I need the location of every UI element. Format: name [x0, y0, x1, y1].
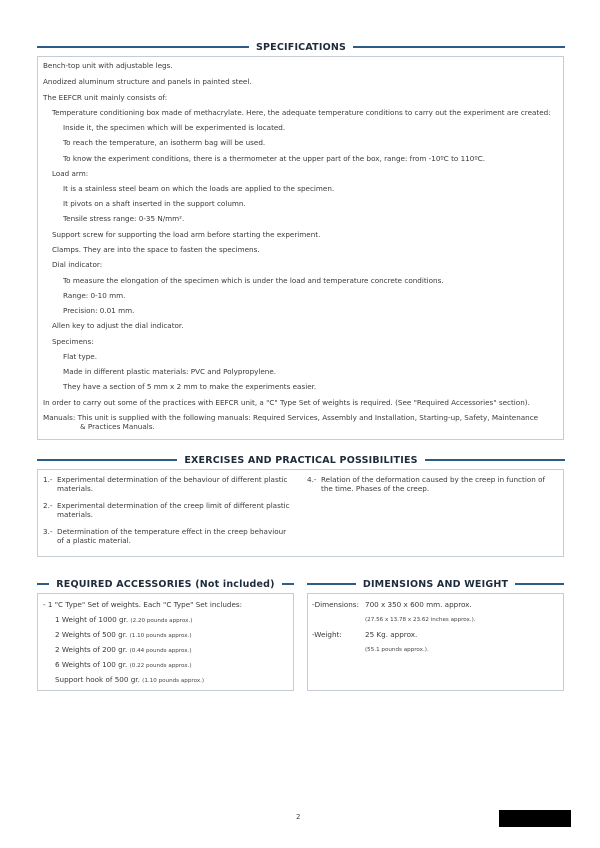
spec-line: Tensile stress range: 0-35 N/mm².: [63, 214, 185, 223]
exercise-number: 4.-: [307, 475, 317, 484]
spec-line: Flat type.: [63, 352, 97, 361]
spec-line: Precision: 0.01 mm.: [63, 306, 135, 315]
header-rule-right: [515, 583, 564, 585]
spec-line: & Practices Manuals.: [80, 422, 155, 431]
exercise-text: the time. Phases of the creep.: [321, 484, 430, 493]
footer-black-bar: [499, 810, 571, 827]
dimensions-note: (27.56 x 13.78 x 23.62 inches approx.).: [365, 617, 476, 623]
spec-line: Specimens:: [52, 337, 94, 346]
exercise-text: of a plastic material.: [57, 536, 131, 545]
header-rule-left: [37, 46, 249, 48]
exercise-number: 2.-: [43, 501, 53, 510]
accessory-text: 1 Weight of 1000 gr.: [55, 615, 129, 624]
header-rule-right: [353, 46, 565, 48]
spec-line: Dial indicator:: [52, 260, 103, 269]
exercise-text: Relation of the deformation caused by the creep in function of: [321, 475, 545, 484]
exercise-text: Experimental determination of the behaviour of different plastic: [57, 475, 288, 484]
header-rule-left: [37, 459, 177, 461]
exercise-text: materials.: [57, 484, 94, 493]
header-rule-left: [37, 583, 49, 585]
specifications-title: SPECIFICATIONS: [255, 41, 347, 53]
accessory-text: 2 Weights of 500 gr.: [55, 630, 128, 639]
exercise-text: materials.: [57, 510, 94, 519]
spec-line: Temperature conditioning box made of methacrylate. Here, the adequate temperature conditions to carry out the experiment are created:: [52, 108, 551, 117]
accessory-note: (1.10 pounds approx.): [142, 678, 205, 684]
accessory-note: (2.20 pounds approx.): [130, 618, 193, 624]
exercise-text: Determination of the temperature effect in the creep behaviour: [57, 527, 287, 536]
spec-line: Allen key to adjust the dial indicator.: [52, 321, 184, 330]
header-rule-left: [307, 583, 356, 585]
exercises-header: [37, 453, 565, 467]
exercises-title: EXERCISES AND PRACTICAL POSSIBILITIES: [184, 454, 418, 466]
weight-label: -Weight:: [312, 630, 342, 639]
specifications-header: [37, 40, 565, 54]
accessory-item: [55, 660, 192, 671]
accessory-note: (0.22 pounds approx.): [129, 663, 192, 669]
weight-value: 25 Kg. approx.: [365, 630, 418, 639]
spec-line: To measure the elongation of the specimen which is under the load and temperature concrete conditions.: [63, 276, 444, 285]
accessory-note: (1.10 pounds approx.): [129, 633, 192, 639]
spec-line: Manuals: This unit is supplied with the following manuals: Required Services, Assembly and Installation, Starting-up, Safety, Maintenance: [43, 413, 539, 422]
spec-line: Range: 0-10 mm.: [63, 291, 126, 300]
accessory-item: [55, 630, 192, 641]
accessory-text: Support hook of 500 gr.: [55, 675, 140, 684]
accessories-header: [37, 577, 294, 591]
spec-line: It is a stainless steel beam on which the loads are applied to the specimen.: [63, 184, 335, 193]
spec-line: To reach the temperature, an isotherm bag will be used.: [63, 138, 266, 147]
header-rule-right: [282, 583, 294, 585]
exercise-number: 1.-: [43, 475, 53, 484]
spec-line: Support screw for supporting the load arm before starting the experiment.: [52, 230, 321, 239]
spec-line: Clamps. They are into the space to fasten the specimens.: [52, 245, 260, 254]
spec-line: They have a section of 5 mm x 2 mm to make the experiments easier.: [63, 382, 317, 391]
accessories-intro: - 1 "C Type" Set of weights. Each "C Type" Set includes:: [43, 600, 243, 609]
spec-line: Load arm:: [52, 169, 89, 178]
exercise-number: 3.-: [43, 527, 53, 536]
spec-line: Made in different plastic materials: PVC and Polypropylene.: [63, 367, 277, 376]
spec-line: To know the experiment conditions, there is a thermometer at the upper part of the box, range: from -10ºC to 110ºC.: [63, 154, 486, 163]
accessory-note: (0.44 pounds approx.): [129, 648, 192, 654]
exercise-text: Experimental determination of the creep limit of different plastic: [57, 501, 290, 510]
page-number: 2: [296, 813, 301, 821]
accessories-title: REQUIRED ACCESSORIES (Not included): [56, 578, 275, 590]
weight-note: (55.1 pounds approx.).: [365, 647, 429, 653]
accessory-item: [55, 645, 192, 656]
accessory-text: 6 Weights of 100 gr.: [55, 660, 128, 669]
spec-line: It pivots on a shaft inserted in the support column.: [63, 199, 246, 208]
spec-line: Bench-top unit with adjustable legs.: [43, 61, 173, 70]
dimensions-value: 700 x 350 x 600 mm. approx.: [365, 600, 472, 609]
accessory-text: 2 Weights of 200 gr.: [55, 645, 128, 654]
dimensions-title: DIMENSIONS AND WEIGHT: [362, 578, 509, 590]
dimensions-label: -Dimensions:: [312, 600, 359, 609]
spec-line: Anodized aluminum structure and panels in painted steel.: [43, 77, 252, 86]
spec-line: The EEFCR unit mainly consists of:: [43, 93, 168, 102]
spec-line: Inside it, the specimen which will be experimented is located.: [63, 123, 286, 132]
header-rule-right: [425, 459, 565, 461]
dimensions-header: [307, 577, 564, 591]
spec-line: In order to carry out some of the practices with EEFCR unit, a "C" Type Set of weights is required. (See "Required Accessories" section).: [43, 398, 530, 407]
accessory-item: [55, 615, 192, 626]
accessory-item: [55, 675, 204, 686]
